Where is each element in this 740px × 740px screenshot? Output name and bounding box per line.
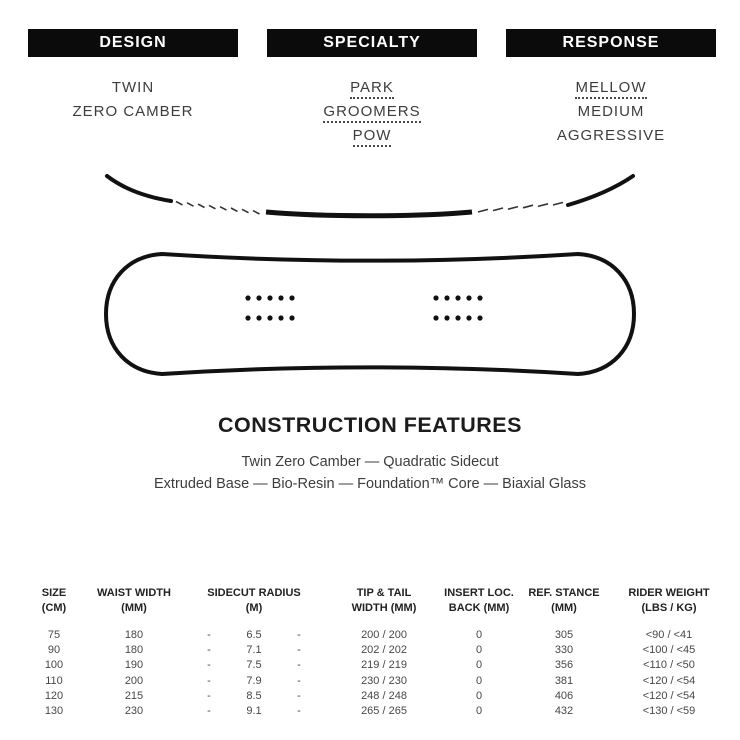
cell-sidecut — [184, 658, 324, 673]
sidecut-dash: - — [297, 689, 301, 702]
insert-dot — [289, 295, 294, 300]
insert-dot — [477, 295, 482, 300]
sidecut-dash: - — [297, 644, 301, 657]
sidecut-dash: - — [207, 629, 211, 641]
header-tip-tail-width — [324, 586, 444, 616]
insert-dot — [278, 315, 283, 320]
insert-dot — [477, 315, 482, 320]
hatch-mark — [198, 204, 205, 207]
header-unit: (MM) — [121, 602, 147, 614]
header-insert-loc — [444, 586, 514, 616]
sidecut-dash: - — [207, 659, 211, 672]
hatch-mark — [231, 208, 238, 211]
cell-sidecut — [184, 643, 324, 658]
insert-dot — [466, 295, 471, 300]
hatch-mark — [242, 209, 249, 212]
header-label: RIDER WEIGHT — [628, 587, 710, 599]
header-unit: BACK (MM) — [448, 602, 510, 614]
sidecut-value: 7.9 — [246, 674, 262, 687]
insert-dot — [256, 315, 261, 320]
attribute-item — [506, 100, 716, 124]
cell-insert-loc: 0 — [475, 689, 483, 702]
cell-rider-weight: <110 / <50 — [643, 659, 695, 672]
specialty-attribute-list — [267, 76, 477, 148]
zero-camber-flat-section — [266, 212, 472, 216]
attribute-label: MEDIUM — [577, 103, 645, 120]
insert-dot — [466, 315, 471, 320]
attribute-item — [506, 76, 716, 100]
insert-dot — [278, 295, 283, 300]
column-response — [506, 29, 716, 148]
cell-tip-tail-width: 265 / 265 — [361, 705, 407, 718]
hatch-mark — [478, 209, 488, 212]
header-label: WAIST WIDTH — [97, 587, 171, 599]
cell-rider-weight: <120 / <54 — [642, 674, 696, 687]
hatch-mark — [253, 211, 260, 214]
board-outline — [106, 254, 634, 374]
sidecut-dash: - — [297, 659, 301, 672]
hatch-mark — [553, 202, 563, 205]
hatch-mark — [176, 202, 183, 205]
cell-tip-tail-width: 248 / 248 — [361, 689, 407, 702]
attribute-columns — [28, 29, 716, 148]
sidecut-dash: - — [297, 629, 301, 641]
insert-dot — [433, 295, 438, 300]
attribute-label: TWIN — [111, 79, 155, 96]
table-row — [24, 658, 724, 673]
header-unit: (M) — [245, 602, 263, 614]
cell-waist-width: 200 — [124, 674, 144, 687]
cell-sidecut — [184, 674, 324, 689]
sidecut-value: 7.1 — [246, 644, 262, 657]
construction-section — [0, 413, 740, 495]
cell-size: 90 — [47, 644, 61, 657]
attribute-label: ZERO CAMBER — [72, 103, 194, 120]
design-header-bar: DESIGN — [28, 29, 238, 57]
sidecut-value: 6.5 — [246, 629, 262, 641]
tip-rocker-curve — [107, 176, 171, 201]
header-size — [24, 586, 84, 616]
cell-waist-width: 180 — [124, 629, 144, 641]
cell-sidecut — [184, 704, 324, 719]
cell-ref-stance: 305 — [554, 629, 574, 641]
insert-dot — [245, 315, 250, 320]
construction-lines — [0, 451, 740, 495]
response-attribute-list — [506, 76, 716, 148]
spec-table-body — [24, 628, 724, 719]
insert-dot — [455, 315, 460, 320]
cell-insert-loc: 0 — [475, 674, 483, 687]
construction-line-1: Twin Zero Camber — Quadratic Sidecut — [241, 454, 499, 470]
cell-size: 100 — [44, 659, 64, 672]
cell-sidecut — [184, 628, 324, 643]
sidecut-dash: - — [297, 674, 301, 687]
attribute-label-highlighted: POW — [353, 127, 392, 147]
insert-dot — [267, 295, 272, 300]
header-sidecut-radius — [184, 586, 324, 616]
attribute-label: AGGRESSIVE — [556, 127, 666, 144]
cell-ref-stance: 381 — [554, 674, 574, 687]
sidecut-dash: - — [297, 705, 301, 718]
cell-tip-tail-width: 219 / 219 — [361, 659, 407, 672]
insert-dot — [433, 315, 438, 320]
table-row — [24, 628, 724, 643]
cell-insert-loc: 0 — [475, 629, 483, 641]
hatch-mark — [508, 207, 518, 210]
cell-size: 75 — [47, 629, 61, 641]
table-row — [24, 704, 724, 719]
insert-dot — [256, 295, 261, 300]
cell-ref-stance: 406 — [554, 689, 574, 702]
left-hatch-marks — [176, 202, 260, 215]
insert-dot — [245, 295, 250, 300]
header-label: SIZE — [41, 587, 67, 599]
attribute-label-highlighted: GROOMERS — [323, 103, 420, 123]
response-header-bar: RESPONSE — [506, 29, 716, 57]
cell-size: 130 — [44, 705, 64, 718]
design-attribute-list — [28, 76, 238, 124]
cell-tip-tail-width: 202 / 202 — [361, 644, 407, 657]
cell-waist-width: 180 — [124, 644, 144, 657]
header-waist-width — [84, 586, 184, 616]
tail-rocker-curve — [568, 176, 633, 205]
insert-dot — [289, 315, 294, 320]
attribute-label-highlighted: PARK — [350, 79, 394, 99]
cell-sidecut — [184, 689, 324, 704]
cell-rider-weight: <90 / <41 — [645, 629, 693, 641]
attribute-item — [506, 124, 716, 148]
cell-insert-loc: 0 — [475, 659, 483, 672]
insert-dot — [444, 295, 449, 300]
sidecut-dash: - — [207, 674, 211, 687]
header-rider-weight — [614, 586, 724, 616]
header-label: REF. STANCE — [528, 587, 600, 599]
cell-size: 110 — [45, 674, 63, 687]
sidecut-value: 8.5 — [246, 689, 262, 702]
attribute-item — [267, 76, 477, 100]
attribute-item — [28, 76, 238, 100]
header-ref-stance — [514, 586, 614, 616]
attribute-item — [267, 124, 477, 148]
camber-profile-diagram — [85, 160, 655, 230]
cell-ref-stance: 432 — [554, 705, 574, 718]
cell-ref-stance: 330 — [554, 644, 574, 657]
cell-waist-width: 230 — [124, 705, 144, 718]
hatch-mark — [220, 207, 227, 210]
cell-tip-tail-width: 200 / 200 — [361, 629, 407, 641]
cell-waist-width: 190 — [124, 659, 144, 672]
table-row — [24, 689, 724, 704]
table-row — [24, 674, 724, 689]
header-label: TIP & TAIL — [356, 587, 412, 599]
insert-dot — [455, 295, 460, 300]
sidecut-value: 9.1 — [246, 705, 262, 718]
header-label: INSERT LOC. — [444, 587, 514, 599]
cell-rider-weight: <120 / <54 — [642, 689, 696, 702]
insert-dot — [444, 315, 449, 320]
attribute-item — [28, 100, 238, 124]
hatch-mark — [187, 203, 194, 206]
hatch-mark — [538, 204, 548, 207]
header-unit: (LBS / KG) — [641, 602, 697, 614]
right-hatch-marks — [478, 202, 563, 212]
column-design — [28, 29, 238, 148]
construction-line-2: Extruded Base — Bio-Resin — Foundation™ Core — Biaxial Glass — [154, 476, 586, 492]
insert-dot — [267, 315, 272, 320]
header-label: SIDECUT RADIUS — [207, 587, 301, 599]
sidecut-dash: - — [207, 644, 211, 657]
sidecut-value: 7.5 — [246, 659, 262, 672]
sidecut-dash: - — [207, 705, 211, 718]
board-top-view-diagram — [85, 245, 655, 385]
header-unit: (MM) — [551, 602, 577, 614]
hatch-mark — [493, 208, 503, 211]
cell-size: 120 — [44, 689, 64, 702]
construction-title: CONSTRUCTION FEATURES — [218, 413, 522, 437]
spec-table-header — [24, 586, 724, 616]
cell-tip-tail-width: 230 / 230 — [361, 674, 407, 687]
hatch-mark — [523, 205, 533, 208]
header-unit: WIDTH (MM) — [351, 602, 417, 614]
sidecut-dash: - — [207, 689, 211, 702]
cell-insert-loc: 0 — [475, 644, 483, 657]
column-specialty — [267, 29, 477, 148]
cell-insert-loc: 0 — [475, 705, 483, 718]
table-row — [24, 643, 724, 658]
spec-table — [24, 586, 724, 719]
hatch-mark — [209, 205, 216, 208]
cell-waist-width: 215 — [124, 689, 144, 702]
cell-rider-weight: <100 / <45 — [642, 644, 696, 657]
attribute-label-highlighted: MELLOW — [575, 79, 646, 99]
header-unit: (CM) — [41, 602, 67, 614]
attribute-item — [267, 100, 477, 124]
cell-rider-weight: <130 / <59 — [642, 705, 696, 718]
specialty-header-bar: SPECIALTY — [267, 29, 477, 57]
cell-ref-stance: 356 — [554, 659, 574, 672]
